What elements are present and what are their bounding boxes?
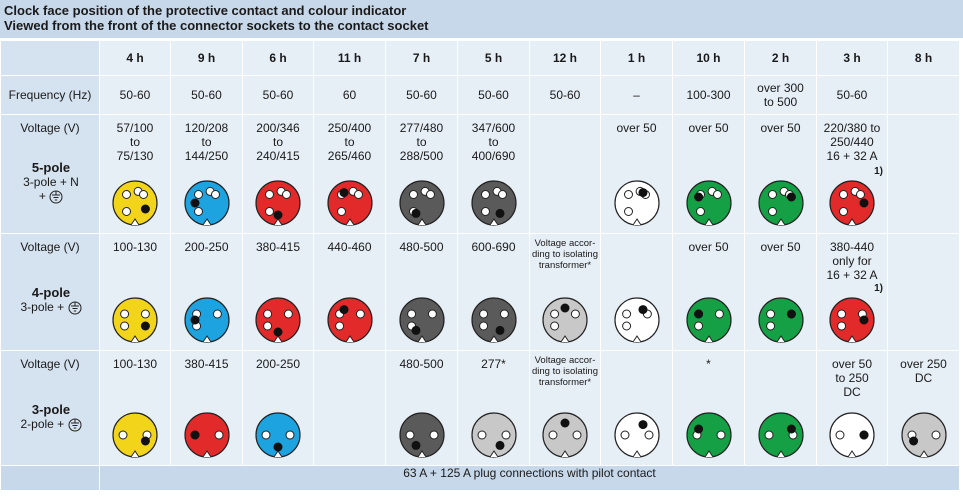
voltage-cell-box	[314, 351, 385, 465]
plug-icon	[183, 296, 231, 347]
plug-face-white-3pole	[828, 411, 876, 459]
voltage-value: over 250 DC	[900, 357, 947, 385]
voltage-value: 120/208 to 144/250	[184, 121, 229, 163]
voltage-cell-box	[530, 234, 600, 350]
voltage-cell	[171, 234, 243, 351]
voltage-cell	[817, 115, 888, 234]
plug-icon	[685, 296, 733, 347]
header-3h: 3 h	[817, 41, 888, 76]
title-banner	[0, 0, 963, 38]
plug-icon	[254, 411, 302, 462]
voltage-cell-box	[171, 234, 242, 350]
footnote-marker: 1)	[874, 283, 883, 294]
plug-face-red-5pole	[326, 179, 374, 227]
voltage-cell	[100, 115, 171, 234]
plug-face-light_grey-3pole	[541, 411, 589, 459]
plug-icon	[111, 179, 159, 230]
voltage-value: 220/380 to 250/440 16 + 32 A	[823, 121, 881, 163]
plug-icon	[613, 179, 661, 230]
plug-icon	[757, 411, 805, 462]
title-line-1: Clock face position of the protective contact and colour indicator	[4, 3, 407, 18]
voltage-value: over 50	[688, 240, 729, 254]
voltage-cell	[601, 351, 673, 466]
frequency-value: 50-60	[530, 76, 601, 115]
plug-face-red-3pole	[183, 411, 231, 459]
frequency-value: 50-60	[458, 76, 530, 115]
section3-label-box	[1, 351, 99, 465]
header-8h: 8 h	[888, 41, 960, 76]
frequency-value: 50-60	[386, 76, 458, 115]
voltage-cell-box	[314, 115, 385, 233]
voltage-value: 200-250	[184, 240, 229, 254]
voltage-value	[601, 234, 672, 240]
plug-face-green-3pole	[757, 411, 805, 459]
voltage-cell	[171, 351, 243, 466]
voltage-cell	[745, 115, 817, 234]
voltage-label: Voltage (V)	[20, 357, 80, 371]
frequency-value: 50-60	[171, 76, 243, 115]
plug-icon	[541, 296, 589, 347]
voltage-cell-box	[458, 351, 529, 465]
header-10h: 10 h	[673, 41, 745, 76]
voltage-cell-box	[171, 351, 242, 465]
frequency-value	[888, 76, 960, 115]
voltage-cell	[530, 234, 601, 351]
voltage-cell	[745, 234, 817, 351]
plug-face-dark_grey-5pole	[398, 179, 446, 227]
voltage-cell-box	[386, 115, 457, 233]
plug-face-yellow-5pole	[111, 179, 159, 227]
voltage-cell	[601, 234, 673, 351]
voltage-cell-box	[745, 234, 816, 350]
plug-face-dark_grey-4pole	[398, 296, 446, 344]
voltage-cell	[888, 351, 960, 466]
plug-face-light_grey-4pole	[541, 296, 589, 344]
voltage-value: *	[706, 357, 711, 371]
section4-label-box	[1, 234, 99, 350]
voltage-cell	[888, 234, 960, 351]
voltage-cell	[458, 115, 530, 234]
plug-icon	[685, 179, 733, 230]
pole-subtitle: 2-pole +	[1, 417, 101, 432]
voltage-cell-box	[100, 351, 170, 465]
voltage-cell	[530, 115, 601, 234]
plug-face-green-3pole	[685, 411, 733, 459]
voltage-value: 100-130	[112, 357, 158, 371]
plug-icon	[398, 411, 446, 462]
pole-caption	[1, 286, 101, 315]
header-row	[1, 41, 960, 76]
header-11h: 11 h	[314, 41, 386, 76]
voltage-value: over 50	[616, 121, 657, 135]
plug-face-light_grey-3pole	[900, 411, 948, 459]
voltage-cell	[458, 234, 530, 351]
pole-subtitle: 3-pole + N	[23, 175, 79, 189]
voltage-value	[745, 351, 816, 357]
voltage-value: 200/346 to 240/415	[256, 121, 300, 163]
plug-icon	[900, 411, 948, 462]
plug-face-blue-5pole	[183, 179, 231, 227]
voltage-cell	[243, 115, 314, 234]
pole-caption	[1, 403, 101, 432]
plug-icon	[254, 296, 302, 347]
voltage-cell-box	[817, 115, 887, 233]
pole-subtitle: 3-pole +	[1, 300, 101, 315]
header-12h: 12 h	[530, 41, 601, 76]
plug-face-white-5pole	[613, 179, 661, 227]
voltage-cell-box	[243, 351, 313, 465]
title-line-2: Viewed from the front of the connector sockets to the contact socket	[4, 18, 429, 33]
voltage-value: 380-415	[255, 240, 301, 254]
voltage-cell	[817, 351, 888, 466]
voltage-cell	[100, 351, 171, 466]
section5-label-box	[1, 115, 99, 233]
header-4h: 4 h	[100, 41, 171, 76]
plug-icon	[470, 179, 518, 230]
plug-face-red-5pole	[828, 179, 876, 227]
plug-icon	[183, 179, 231, 230]
footer-corner	[1, 466, 100, 491]
voltage-cell-box	[171, 115, 242, 233]
plug-face-red-5pole	[254, 179, 302, 227]
voltage-cell-box	[386, 351, 457, 465]
voltage-cell-box	[745, 115, 816, 233]
header-5h: 5 h	[458, 41, 530, 76]
frequency-value: 60	[314, 76, 386, 115]
section5-label-cell	[1, 115, 100, 234]
voltage-value: over 50	[760, 240, 801, 254]
header-corner	[1, 41, 100, 76]
plug-face-white-3pole	[613, 411, 661, 459]
voltage-cell	[243, 234, 314, 351]
voltage-cell-box	[888, 115, 959, 233]
voltage-cell-box	[530, 115, 600, 233]
plug-face-white-4pole	[613, 296, 661, 344]
voltage-cell-box	[243, 234, 313, 350]
plug-face-blue-4pole	[183, 296, 231, 344]
voltage-cell	[458, 351, 530, 466]
voltage-cell-box	[817, 351, 887, 465]
voltage-value: 277*	[481, 357, 506, 371]
frequency-value: –	[601, 76, 673, 115]
voltage-cell-box	[601, 115, 672, 233]
plug-icon	[470, 296, 518, 347]
section4-label-cell	[1, 234, 100, 351]
plug-face-green-4pole	[685, 296, 733, 344]
frequency-value: 50-60	[817, 76, 888, 115]
voltage-value: 480-500	[399, 357, 444, 371]
plug-icon	[828, 411, 876, 462]
plug-icon	[398, 179, 446, 230]
section4-row	[1, 234, 960, 351]
voltage-cell	[601, 115, 673, 234]
voltage-value: 380-415	[184, 357, 229, 371]
voltage-cell	[888, 115, 960, 234]
voltage-cell	[243, 351, 314, 466]
voltage-value: 277/480 to 288/500	[399, 121, 444, 163]
plug-icon	[828, 179, 876, 230]
voltage-cell	[673, 351, 745, 466]
frequency-row	[1, 76, 960, 115]
voltage-cell-box	[888, 234, 959, 350]
voltage-cell-box	[386, 234, 457, 350]
voltage-value: 100-130	[112, 240, 158, 254]
plug-face-blue-3pole	[254, 411, 302, 459]
plug-icon	[183, 411, 231, 462]
frequency-value: 50-60	[100, 76, 171, 115]
voltage-value: over 50 to 250 DC	[831, 357, 873, 399]
footer-row	[1, 466, 960, 491]
voltage-cell-box	[458, 234, 529, 350]
header-1h: 1 h	[601, 41, 673, 76]
voltage-cell	[386, 234, 458, 351]
footnote-marker: 1)	[874, 166, 883, 177]
plug-icon	[398, 296, 446, 347]
voltage-table	[0, 40, 960, 491]
frequency-label: Frequency (Hz)	[1, 76, 100, 115]
voltage-cell-box	[100, 115, 170, 233]
voltage-value: Voltage accor- ding to isolating transformer*	[531, 238, 599, 271]
frequency-value: 50-60	[243, 76, 314, 115]
plug-icon	[111, 296, 159, 347]
section3-label-cell	[1, 351, 100, 466]
voltage-cell	[386, 115, 458, 234]
pole-caption	[1, 161, 101, 204]
voltage-value: 480-500	[399, 240, 444, 254]
voltage-value: over 50	[760, 121, 801, 135]
plug-face-red-4pole	[828, 296, 876, 344]
pole-title: 3-pole	[31, 402, 71, 417]
voltage-value: 347/600 to 400/690	[471, 121, 516, 163]
plug-icon	[685, 411, 733, 462]
voltage-value: 200-250	[255, 357, 301, 371]
voltage-cell	[817, 234, 888, 351]
voltage-value: 380-440 only for 16 + 32 A	[826, 240, 878, 282]
voltage-cell	[386, 351, 458, 466]
voltage-cell-box	[530, 351, 600, 465]
header-7h: 7 h	[386, 41, 458, 76]
header-6h: 6 h	[243, 41, 314, 76]
voltage-cell-box	[888, 351, 959, 465]
pole-title: 5-pole	[31, 160, 71, 175]
plug-icon	[326, 179, 374, 230]
plug-icon	[326, 296, 374, 347]
plug-face-green-5pole	[757, 179, 805, 227]
voltage-value: 57/100 to 75/130	[116, 121, 154, 163]
plug-face-dark_grey-3pole	[398, 411, 446, 459]
voltage-cell-box	[673, 234, 744, 350]
voltage-label: Voltage (V)	[20, 121, 80, 135]
plug-face-light_grey-3pole	[470, 411, 518, 459]
voltage-cell	[530, 351, 601, 466]
frequency-value: over 300 to 500	[745, 76, 817, 115]
voltage-cell-box	[314, 234, 385, 350]
voltage-cell	[314, 115, 386, 234]
voltage-cell	[673, 234, 745, 351]
frequency-value: 100-300	[673, 76, 745, 115]
voltage-value	[530, 115, 600, 121]
voltage-cell-box	[243, 115, 313, 233]
voltage-cell	[171, 115, 243, 234]
voltage-cell-box	[817, 234, 887, 350]
voltage-cell	[745, 351, 817, 466]
plug-face-yellow-3pole	[111, 411, 159, 459]
voltage-value	[888, 115, 959, 121]
plug-icon	[254, 179, 302, 230]
plug-face-dark_grey-5pole	[470, 179, 518, 227]
plug-icon	[111, 411, 159, 462]
voltage-value: 250/400 to 265/460	[327, 121, 372, 163]
plug-face-green-5pole	[685, 179, 733, 227]
voltage-cell	[100, 234, 171, 351]
plug-face-red-4pole	[326, 296, 374, 344]
voltage-cell	[314, 351, 386, 466]
plug-face-dark_grey-4pole	[470, 296, 518, 344]
voltage-value: 600-690	[471, 240, 516, 254]
voltage-cell-box	[673, 351, 744, 465]
section5-row	[1, 115, 960, 234]
plug-icon	[757, 179, 805, 230]
earth-ground-icon	[68, 301, 82, 315]
pole-subtitle-2: +	[1, 189, 101, 204]
plug-face-yellow-4pole	[111, 296, 159, 344]
earth-ground-icon	[68, 418, 82, 432]
earth-ground-icon	[49, 190, 63, 204]
voltage-cell	[673, 115, 745, 234]
section3-row	[1, 351, 960, 466]
voltage-cell-box	[458, 115, 529, 233]
voltage-label: Voltage (V)	[20, 240, 80, 254]
footer-note: 63 A + 125 A plug connections with pilot contact	[100, 466, 960, 491]
voltage-value: Voltage accor- ding to isolating transformer*	[531, 355, 599, 388]
voltage-value	[314, 351, 385, 357]
voltage-cell	[314, 234, 386, 351]
voltage-cell-box	[100, 234, 170, 350]
voltage-cell-box	[601, 351, 672, 465]
pole-title: 4-pole	[31, 285, 71, 300]
header-2h: 2 h	[745, 41, 817, 76]
plug-icon	[613, 411, 661, 462]
plug-face-red-4pole	[254, 296, 302, 344]
header-9h: 9 h	[171, 41, 243, 76]
voltage-cell-box	[601, 234, 672, 350]
plug-icon	[757, 296, 805, 347]
voltage-value	[888, 234, 959, 240]
voltage-value: over 50	[688, 121, 729, 135]
plug-icon	[613, 296, 661, 347]
plug-icon	[828, 296, 876, 347]
voltage-value	[601, 351, 672, 357]
plug-icon	[470, 411, 518, 462]
plug-face-green-4pole	[757, 296, 805, 344]
voltage-cell-box	[745, 351, 816, 465]
plug-icon	[541, 411, 589, 462]
voltage-value: 440-460	[327, 240, 372, 254]
voltage-cell-box	[673, 115, 744, 233]
